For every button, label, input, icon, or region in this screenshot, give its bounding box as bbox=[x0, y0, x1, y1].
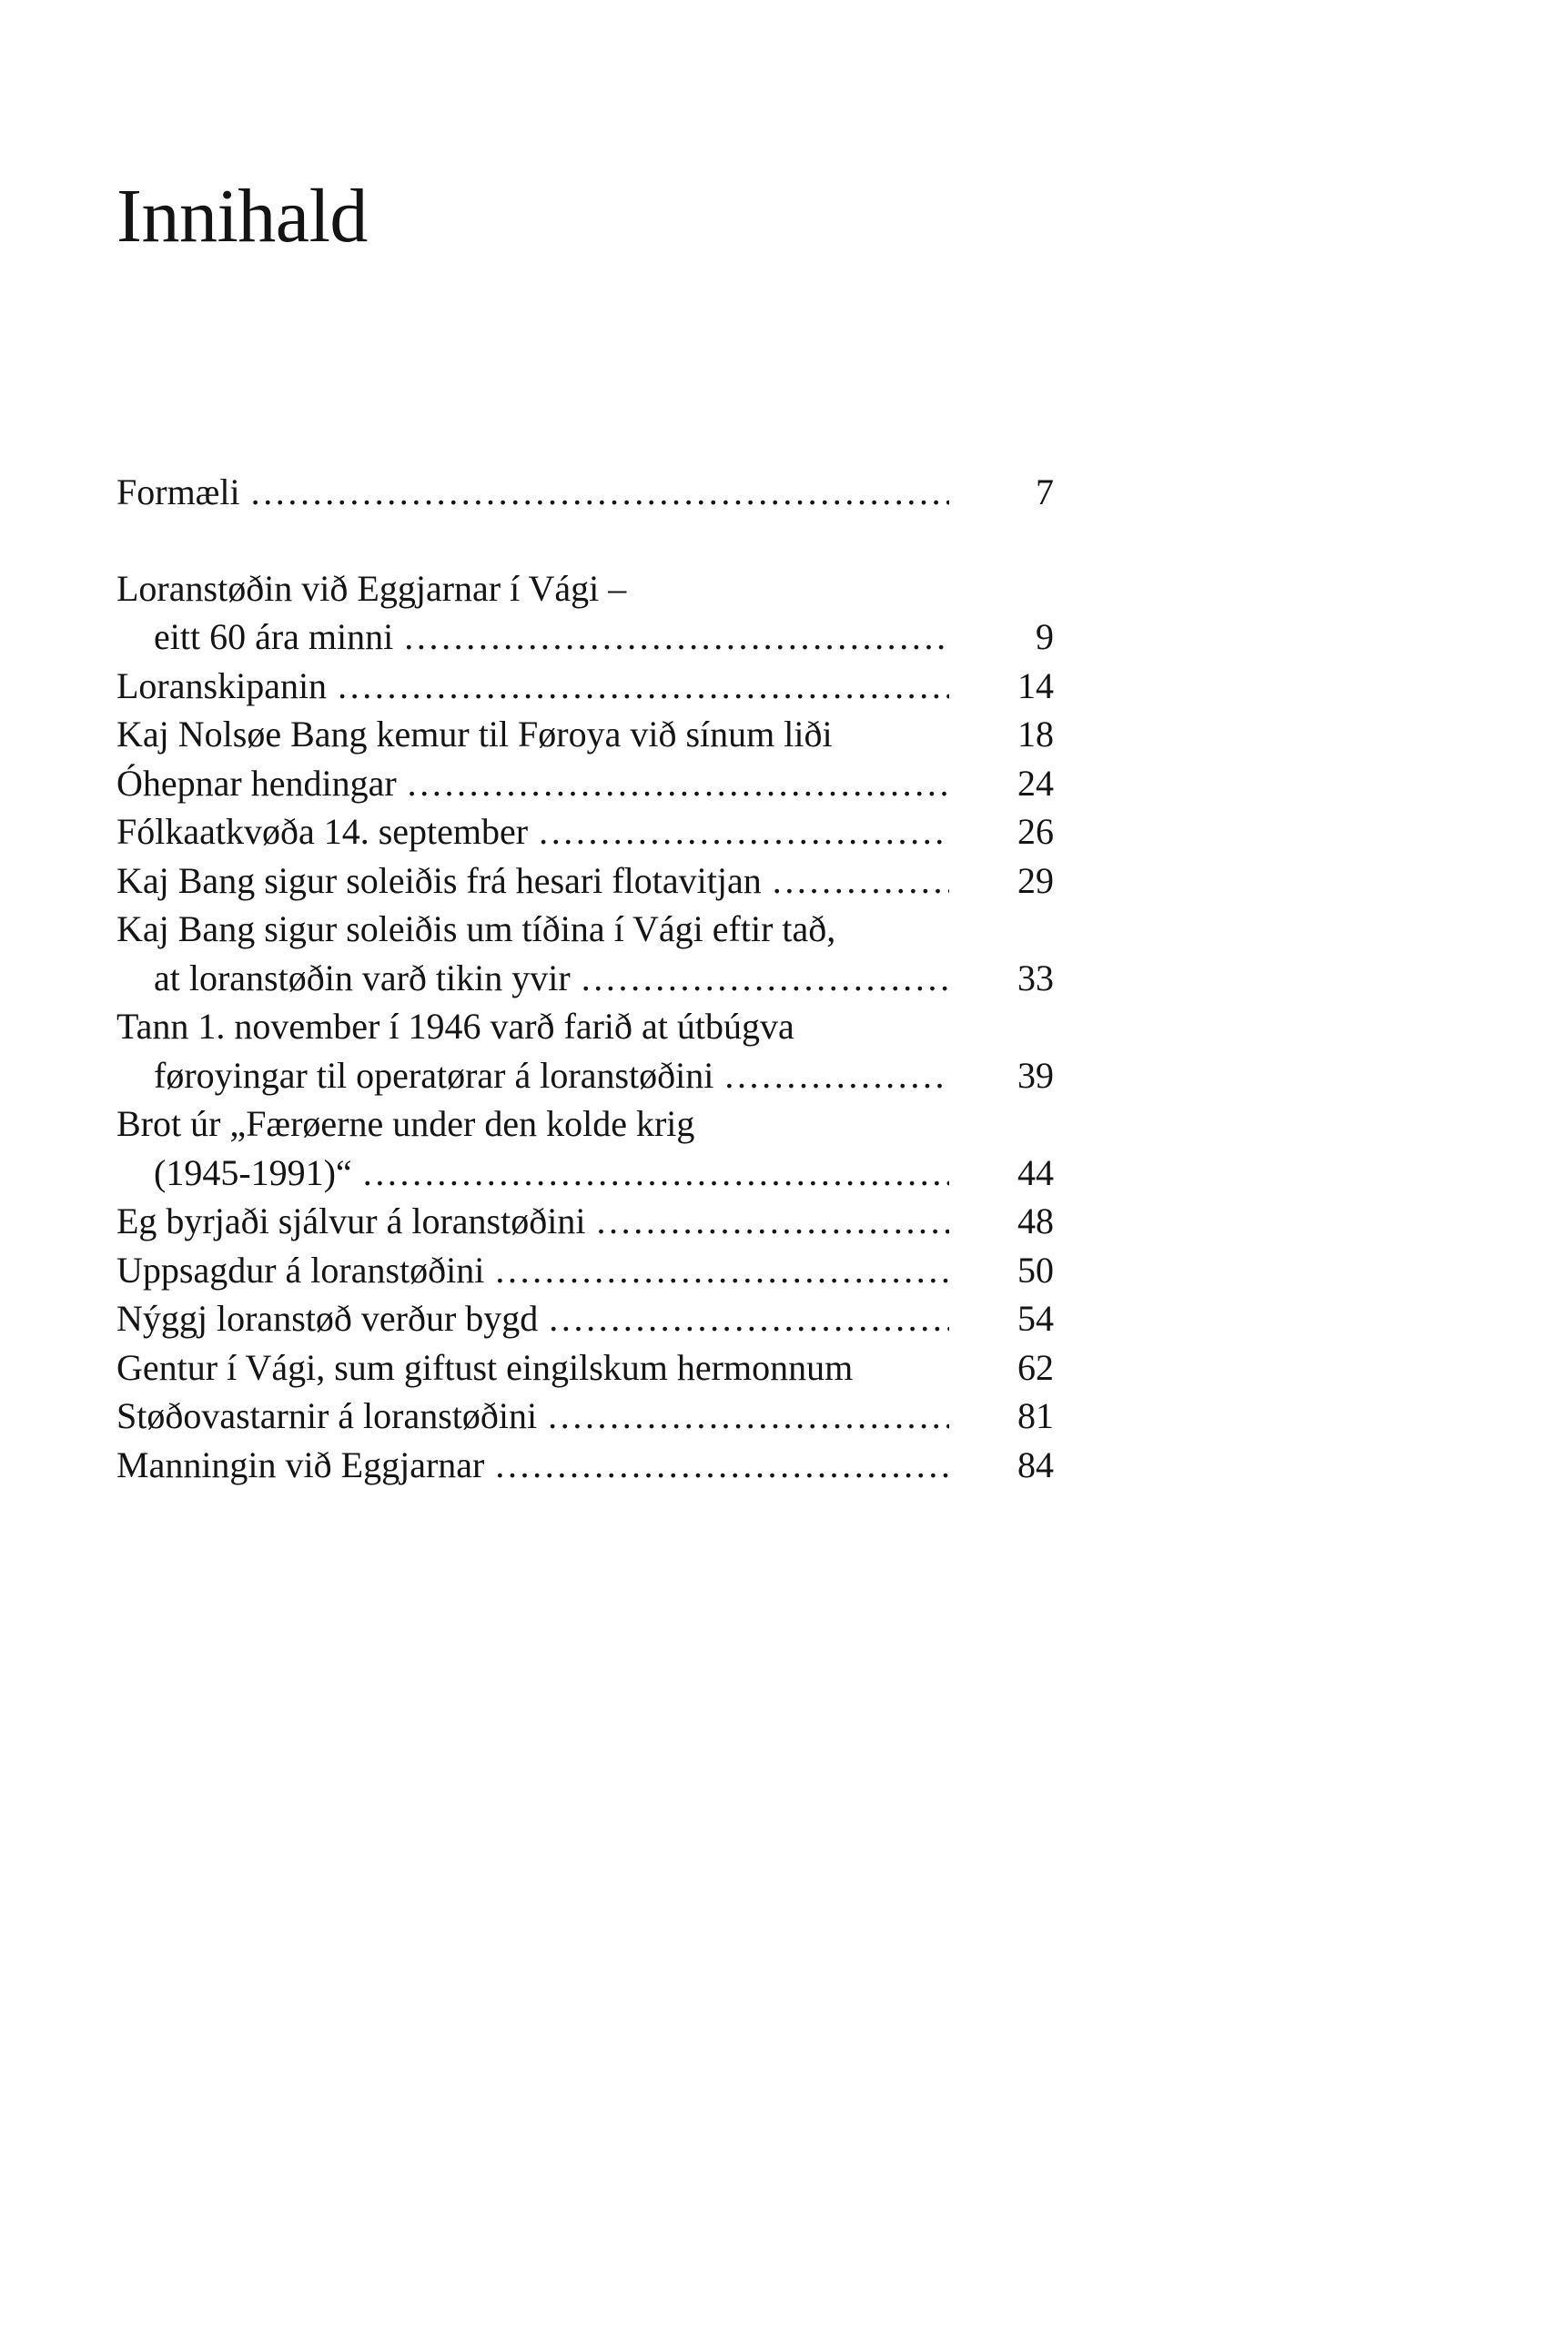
toc-line bbox=[116, 468, 1054, 517]
toc-page-number: 7 bbox=[1036, 471, 1054, 512]
toc-page-number: 84 bbox=[1017, 1444, 1054, 1485]
toc-line bbox=[116, 662, 1054, 711]
toc-entry bbox=[116, 1441, 1054, 1490]
toc-entry-title: Kaj Nolsøe Bang kemur til Føroya við sínum liði bbox=[116, 714, 833, 755]
toc-line bbox=[116, 1343, 1054, 1393]
toc-entry bbox=[116, 710, 1054, 759]
toc-page-number: 9 bbox=[1036, 616, 1054, 657]
toc-page-number: 33 bbox=[1017, 957, 1054, 998]
toc-entry-title: Tann 1. november í 1946 varð farið at útbúgva bbox=[116, 1006, 794, 1047]
toc-entry-title: Manningin við Eggjarnar bbox=[116, 1444, 485, 1485]
dot-leader bbox=[404, 613, 949, 662]
toc-entry bbox=[116, 1246, 1054, 1295]
toc-line bbox=[116, 759, 1054, 808]
dot-leader bbox=[251, 468, 949, 517]
toc-page-number: 18 bbox=[1017, 714, 1054, 755]
toc-line bbox=[116, 564, 1054, 613]
toc-page-number: 14 bbox=[1017, 664, 1054, 706]
page-title: Innihald bbox=[116, 174, 368, 258]
toc-entry bbox=[116, 759, 1054, 808]
toc-page-number: 48 bbox=[1017, 1200, 1054, 1241]
toc-entry bbox=[116, 856, 1054, 906]
toc-entry-title: Støðovastarnir á loranstøðini bbox=[116, 1395, 538, 1436]
dot-leader bbox=[408, 759, 949, 808]
toc-page-number: 62 bbox=[1017, 1346, 1054, 1388]
dot-leader bbox=[338, 662, 949, 711]
toc-entry bbox=[116, 1392, 1054, 1441]
toc-entry-title: Fólkaatkvøða 14. september bbox=[116, 811, 529, 852]
toc-entry-title: Loranstøðin við Eggjarnar í Vági – bbox=[116, 567, 627, 609]
toc-entry-title: Kaj Bang sigur soleiðis um tíðina í Vági eftir tað, bbox=[116, 908, 836, 949]
toc-page-number: 24 bbox=[1017, 762, 1054, 804]
toc-entry-title: Óhepnar hendingar bbox=[116, 762, 397, 804]
toc-entry bbox=[116, 807, 1054, 856]
toc-page-number: 44 bbox=[1017, 1151, 1054, 1193]
toc-line bbox=[116, 856, 1054, 906]
toc-line bbox=[116, 1197, 1054, 1246]
toc-line bbox=[116, 1246, 1054, 1295]
toc-entry bbox=[116, 662, 1054, 711]
toc-entry-title: (1945-1991)“ bbox=[154, 1151, 352, 1193]
toc-entry-title: Eg byrjaði sjálvur á loranstøðini bbox=[116, 1200, 586, 1241]
dot-leader bbox=[582, 954, 949, 1003]
toc-line bbox=[116, 1149, 1054, 1198]
toc-entry-title: Nýggj loranstøð verður bygd bbox=[116, 1298, 539, 1339]
toc-entry-title: Gentur í Vági, sum giftust eingilskum hermonnum bbox=[116, 1346, 854, 1388]
toc-entry-title: føroyingar til operatørar á loranstøðini bbox=[154, 1054, 714, 1096]
toc-entry-title: Uppsagdur á loranstøðini bbox=[116, 1249, 485, 1291]
toc-page-number: 54 bbox=[1017, 1298, 1054, 1339]
toc-line bbox=[116, 1441, 1054, 1490]
dot-leader bbox=[495, 1441, 949, 1490]
toc-line bbox=[116, 1051, 1054, 1100]
toc-entry bbox=[116, 468, 1054, 517]
toc-line bbox=[116, 905, 1054, 954]
table-of-contents bbox=[116, 468, 1054, 1489]
toc-entry-title: eitt 60 ára minni bbox=[154, 616, 394, 657]
toc-entry bbox=[116, 1294, 1054, 1343]
toc-entry bbox=[116, 905, 1054, 1002]
toc-line bbox=[116, 1099, 1054, 1149]
toc-line bbox=[116, 1294, 1054, 1343]
toc-page-number: 26 bbox=[1017, 811, 1054, 852]
toc-entry-title: Formæli bbox=[116, 471, 240, 512]
dot-leader bbox=[596, 1197, 949, 1246]
toc-page-number: 29 bbox=[1017, 859, 1054, 901]
toc-line bbox=[116, 954, 1054, 1003]
toc-entry bbox=[116, 1002, 1054, 1099]
toc-page-number: 81 bbox=[1017, 1395, 1054, 1436]
dot-leader bbox=[539, 807, 949, 856]
toc-entry bbox=[116, 1099, 1054, 1197]
toc-line bbox=[116, 710, 1054, 759]
toc-entry bbox=[116, 1343, 1054, 1393]
toc-line bbox=[116, 1002, 1054, 1051]
toc-page-number: 39 bbox=[1017, 1054, 1054, 1096]
toc-entry-title: Kaj Bang sigur soleiðis frá hesari flotavitjan bbox=[116, 859, 762, 901]
dot-leader bbox=[495, 1246, 949, 1295]
dot-leader bbox=[363, 1149, 949, 1198]
toc-entry-title: at loranstøðin varð tikin yvir bbox=[154, 957, 571, 998]
toc-entry bbox=[116, 564, 1054, 662]
toc-entry-title: Loranskipanin bbox=[116, 664, 328, 706]
dot-leader bbox=[773, 856, 949, 906]
toc-entry-title: Brot úr „Færøerne under den kolde krig bbox=[116, 1103, 695, 1144]
dot-leader bbox=[548, 1392, 949, 1441]
toc-line bbox=[116, 1392, 1054, 1441]
toc-line bbox=[116, 807, 1054, 856]
dot-leader bbox=[724, 1051, 949, 1100]
toc-line bbox=[116, 613, 1054, 662]
toc-entry bbox=[116, 1197, 1054, 1246]
toc-page-number: 50 bbox=[1017, 1249, 1054, 1291]
dot-leader bbox=[549, 1294, 949, 1343]
